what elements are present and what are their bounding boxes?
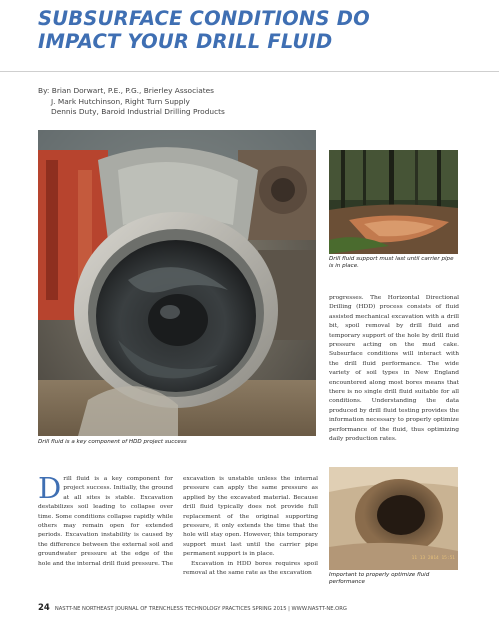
tunnel-photo-caption: Important to properly optimize fluid performance xyxy=(329,572,430,585)
author-3: Dennis Duty, Baroid Industrial Drilling Products xyxy=(51,107,225,116)
author-byline xyxy=(38,86,225,118)
body-column-2 xyxy=(183,475,318,578)
forest-site-photo xyxy=(329,150,458,254)
page-footer xyxy=(38,603,347,613)
title-line-1: SUBSURFACE CONDITIONS DO xyxy=(38,7,370,30)
author-1: By: Brian Dorwart, P.E., P.G., Brierley Associates xyxy=(38,86,215,95)
footer-text: NASTT-NE NORTHEAST JOURNAL OF TRENCHLESS TECHNOLOGY PRACTICES SPRING 2015 | WWW.NASTT-NE.ORG xyxy=(54,606,347,612)
author-2: J. Mark Hutchinson, Right Turn Supply xyxy=(51,96,190,106)
col2-paragraph-1: excavation is unstable unless the internal pressure can apply the same pressure as applied by the excavated material. Because drill fluid typically does not provide full replacement of the original supporting pressure, it only extends the time that the hole will stay open. However, this temporary support must last until the carrier pipe permanent support is in place. xyxy=(183,476,318,558)
title-line-2: IMPACT YOUR DRILL FLUID xyxy=(38,30,333,53)
forest-photo-caption: Drill fluid support must last until carrier pipe is in place. xyxy=(329,256,454,269)
drop-cap: D xyxy=(38,471,62,505)
article-title xyxy=(38,7,458,53)
right-column-text: progresses. The Horizontal Directional Drilling (HDD) process consists of fluid assisted mechanical excavation with a drill bit, spoil removal by drill fluid and temporary support of the hole by drill fluid pressure acting on the mud cake. Subsurface conditions will interact with the drill fluid performance. The wide variety of soil types in New England encountered along most bores means that there is no single drill fluid suitable for all conditions. Understanding the data produced by drill fluid testing provides the information necessary to properly optimize performance of the fluid, thus optimizing daily production rates. xyxy=(329,295,459,443)
tunnel-excavation-photo xyxy=(329,467,458,570)
title-divider xyxy=(0,71,499,72)
drill-pipe-photo xyxy=(38,130,316,436)
body-column-1 xyxy=(38,471,173,569)
col1-text: rill fluid is a key component for project success. Initially, the ground at all sites is stable. Excavation destabilizes soil leading to collapse over time. Some conditions collapse rapidly while others may remain open for extended periods. Excavation instability is caused by the difference between the external soil and groundwater pressure at the edge of the hole and the internal drill fluid pressure. The xyxy=(38,476,173,567)
main-photo-caption: Drill fluid is a key component of HDD project success xyxy=(38,439,187,445)
page-number: 24 xyxy=(38,603,50,613)
photo-timestamp: 11 13 2014 15:51 xyxy=(411,556,455,561)
col2-paragraph-2: Excavation in HDD bores requires spoil removal at the same rate as the excavation xyxy=(183,560,318,577)
